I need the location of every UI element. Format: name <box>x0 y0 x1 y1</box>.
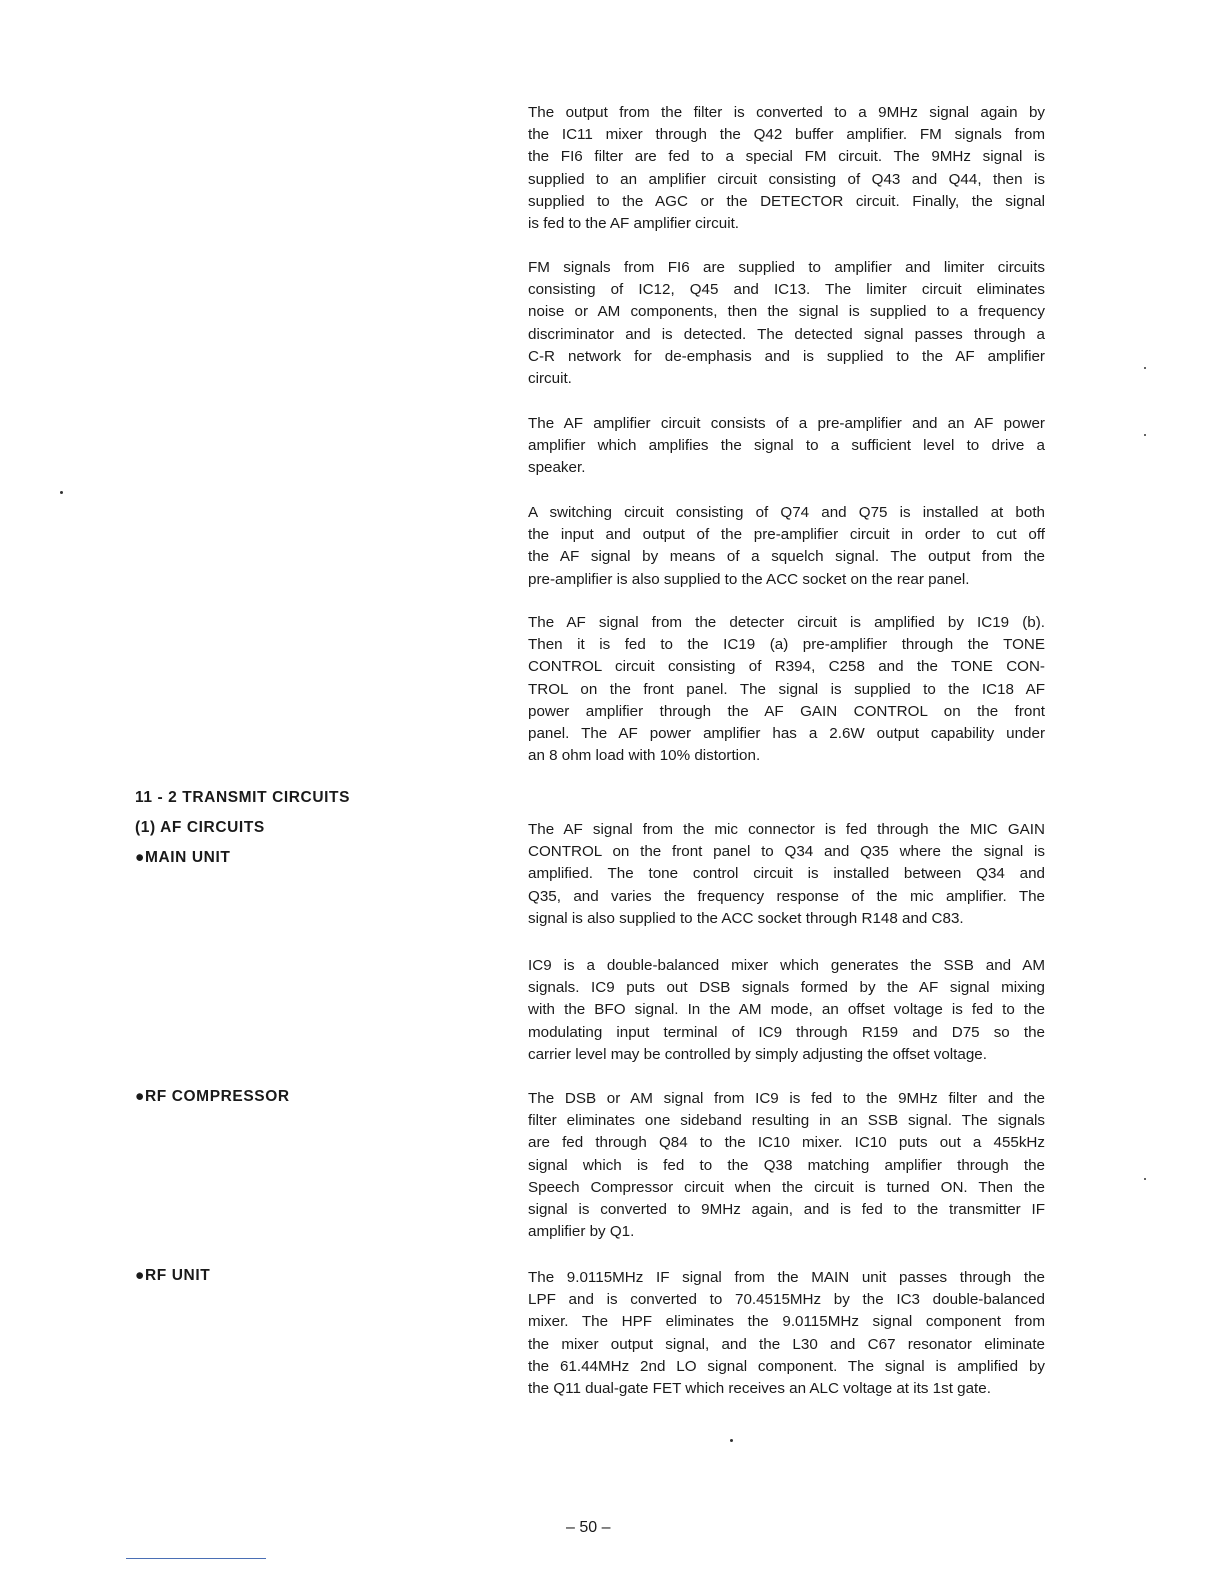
scan-speck <box>1144 367 1146 369</box>
paragraph <box>528 413 1045 480</box>
paragraph-line: supplied to an amplifier circuit consisting of Q43 and Q44, then is <box>528 170 1045 188</box>
paragraph-line: The 9.0115MHz IF signal from the MAIN unit passes through the <box>528 1269 1045 1286</box>
paragraph-line: consisting of IC12, Q45 and IC13. The limiter circuit eliminates <box>528 281 1045 299</box>
subsection-heading: (1) AF CIRCUITS <box>135 819 265 836</box>
paragraph-line: LPF and is converted to 70.4515MHz by the IC3 double-balanced <box>528 1291 1045 1309</box>
section-heading: 11 - 2 TRANSMIT CIRCUITS <box>135 789 351 806</box>
paragraph <box>528 502 1045 591</box>
paragraph-line: mixer. The HPF eliminates the 9.0115MHz signal component from <box>528 1313 1045 1331</box>
paragraph-line: the IC11 mixer through the Q42 buffer amplifier. FM signals from <box>528 126 1045 144</box>
paragraph-line: an 8 ohm load with 10% distortion. <box>528 747 761 765</box>
paragraph <box>528 955 1045 1066</box>
paragraph-line: signal which is fed to the Q38 matching amplifier through the <box>528 1156 1045 1174</box>
paragraph-line: are fed through Q84 to the IC10 mixer. IC10 puts out a 455kHz <box>528 1134 1045 1152</box>
paragraph <box>528 612 1045 767</box>
paragraph-line: the mixer output signal, and the L30 and C67 resonator eliminate <box>528 1335 1045 1353</box>
paragraph-line: TROL on the front panel. The signal is supplied to the IC18 AF <box>528 680 1045 698</box>
paragraph-line: The AF signal from the mic connector is fed through the MIC GAIN <box>528 821 1045 838</box>
paragraph-line: the FI6 filter are fed to a special FM circuit. The 9MHz signal is <box>528 148 1045 166</box>
paragraph-line: C-R network for de-emphasis and is supplied to the AF amplifier <box>528 347 1045 365</box>
rf-unit-heading: ●RF UNIT <box>135 1267 211 1284</box>
paragraph-line: signal is also supplied to the ACC socket through R148 and C83. <box>528 909 964 927</box>
paragraph-line: discriminator and is detected. The detected signal passes through a <box>528 325 1045 343</box>
rf-compressor-heading: ●RF COMPRESSOR <box>135 1088 290 1105</box>
paragraph <box>528 1267 1045 1400</box>
paragraph-line: circuit. <box>528 370 572 388</box>
paragraph-line: panel. The AF power amplifier has a 2.6W output capability under <box>528 725 1045 743</box>
paragraph-line: Then it is fed to the IC19 (a) pre-amplifier through the TONE <box>528 636 1045 654</box>
paragraph-line: A switching circuit consisting of Q74 and Q75 is installed at both <box>528 504 1045 521</box>
paragraph-line: Q35, and varies the frequency response of the mic amplifier. The <box>528 887 1045 905</box>
paragraph-line: The AF amplifier circuit consists of a pre-amplifier and an AF power <box>528 415 1045 432</box>
paragraph <box>528 102 1045 235</box>
paragraph <box>528 257 1045 390</box>
paragraph-line: the input and output of the pre-amplifier circuit in order to cut off <box>528 526 1045 544</box>
paragraph-line: CONTROL circuit consisting of R394, C258 and the TONE CON- <box>528 658 1045 676</box>
paragraph-line: pre-amplifier is also supplied to the ACC socket on the rear panel. <box>528 570 970 588</box>
paragraph-line: The AF signal from the detecter circuit is amplified by IC19 (b). <box>528 614 1045 631</box>
paragraph-line: amplified. The tone control circuit is installed between Q34 and <box>528 865 1045 883</box>
paragraph-line: CONTROL on the front panel to Q34 and Q35 where the signal is <box>528 843 1045 861</box>
paragraph-line: The output from the filter is converted to a 9MHz signal again by <box>528 104 1045 121</box>
paragraph-line: The DSB or AM signal from IC9 is fed to the 9MHz filter and the <box>528 1090 1045 1107</box>
paragraph-line: signal is converted to 9MHz again, and is fed to the transmitter IF <box>528 1201 1045 1219</box>
paragraph <box>528 819 1045 930</box>
paragraph-line: amplifier by Q1. <box>528 1223 635 1241</box>
paragraph-line: is fed to the AF amplifier circuit. <box>528 215 740 233</box>
page-number: – 50 – <box>566 1519 611 1536</box>
paragraph-line: modulating input terminal of IC9 through R159 and D75 so the <box>528 1023 1045 1041</box>
paragraph-line: filter eliminates one sideband resulting in an SSB signal. The signals <box>528 1112 1045 1130</box>
paragraph-line: the 61.44MHz 2nd LO signal component. The signal is amplified by <box>528 1357 1045 1375</box>
scan-speck <box>730 1439 733 1442</box>
scan-speck <box>60 491 63 494</box>
main-unit-heading: ●MAIN UNIT <box>135 849 231 866</box>
paragraph-line: the AF signal by means of a squelch signal. The output from the <box>528 548 1045 566</box>
paragraph-line: power amplifier through the AF GAIN CONTROL on the front <box>528 702 1045 720</box>
paragraph-line: IC9 is a double-balanced mixer which generates the SSB and AM <box>528 957 1045 974</box>
paragraph-line: signals. IC9 puts out DSB signals formed by the AF signal mixing <box>528 979 1045 997</box>
paragraph-line: speaker. <box>528 459 586 477</box>
paragraph-line: supplied to the AGC or the DETECTOR circuit. Finally, the signal <box>528 192 1045 210</box>
scan-speck <box>1144 434 1146 436</box>
paragraph-line: Speech Compressor circuit when the circuit is turned ON. Then the <box>528 1178 1045 1196</box>
paragraph-line: noise or AM components, then the signal is supplied to a frequency <box>528 303 1045 321</box>
paragraph <box>528 1088 1045 1243</box>
paragraph-line: the Q11 dual-gate FET which receives an ALC voltage at its 1st gate. <box>528 1380 991 1398</box>
paragraph-line: carrier level may be controlled by simply adjusting the offset voltage. <box>528 1045 987 1063</box>
paragraph-line: with the BFO signal. In the AM mode, an offset voltage is fed to the <box>528 1001 1045 1019</box>
scan-speck <box>1144 1178 1146 1180</box>
footer-rule <box>126 1558 266 1559</box>
paragraph-line: FM signals from FI6 are supplied to amplifier and limiter circuits <box>528 259 1045 276</box>
paragraph-line: amplifier which amplifies the signal to a sufficient level to drive a <box>528 437 1045 455</box>
